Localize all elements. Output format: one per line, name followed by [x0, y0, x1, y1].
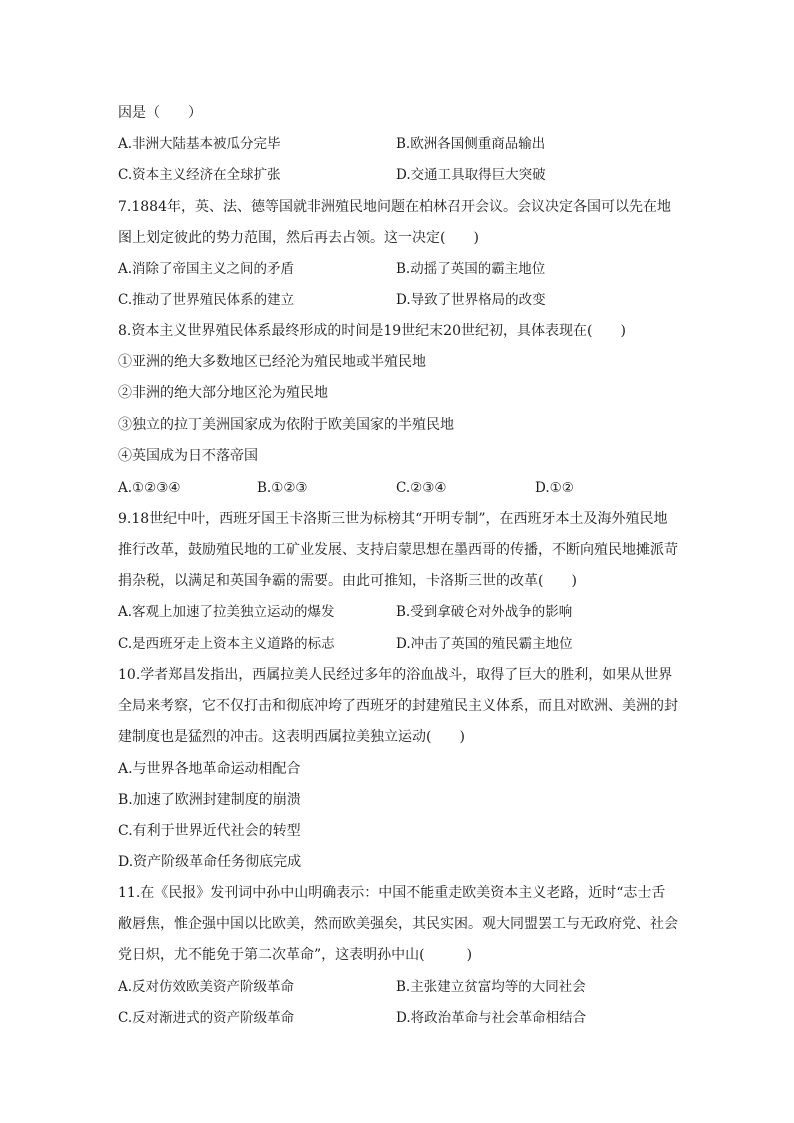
q8-option-a: A.①②③④: [118, 480, 181, 496]
q10-option-a: A.与世界各地革命运动相配合: [118, 761, 301, 777]
q11-option-a: A.反对仿效欧美资产阶级革命: [118, 979, 295, 995]
q6-option-a: A.非洲大陆基本被瓜分完毕: [118, 136, 281, 152]
q8-stem-line-1: 8.资本主义世界殖民体系最终形成的时间是19世纪末20世纪初，具体表现在( ): [118, 323, 626, 339]
q7-stem-line-1: 7.1884年，英、法、德等国就非洲殖民地问题在柏林召开会议。会议决定各国可以先在地: [118, 199, 671, 215]
q8-item-4: ④英国成为日不落帝国: [118, 448, 258, 464]
q10-option-d: D.资产阶级革命任务彻底完成: [118, 854, 302, 870]
q7-option-d: D.导致了世界格局的改变: [396, 292, 546, 308]
q9-stem-line-3: 捐杂税，以满足和英国争霸的需要。由此可推知，卡洛斯三世的改革( ): [118, 573, 577, 589]
q11-stem-line-2: 敝唇焦，惟企强中国以比欧美，然而欧美强矣，其民实困。观大同盟罢工与无政府党、社会: [118, 916, 678, 932]
q8-item-2: ②非洲的绝大部分地区沦为殖民地: [118, 385, 328, 401]
q7-option-a: A.消除了帝国主义之间的矛盾: [118, 261, 295, 277]
q8-option-d: D.①②: [535, 480, 574, 496]
q9-option-a: A.客观上加速了拉美独立运动的爆发: [118, 604, 335, 620]
q8-item-3: ③独立的拉丁美洲国家成为依附于欧美国家的半殖民地: [118, 417, 454, 433]
q10-stem-line-3: 建制度也是猛烈的冲击。这表明西属拉美独立运动( ): [118, 729, 465, 745]
q8-item-1: ①亚洲的绝大多数地区已经沦为殖民地或半殖民地: [118, 354, 426, 370]
q8-option-c: C.②③④: [396, 480, 447, 496]
q6-option-c: C.资本主义经济在全球扩张: [118, 167, 281, 183]
q11-stem-line-3: 党日炽，尤不能免于第二次革命”，这表明孙中山( ): [118, 947, 473, 963]
q10-option-c: C.有利于世界近代社会的转型: [118, 823, 301, 839]
q9-stem-line-2: 推行改革，鼓励殖民地的工矿业发展、支持启蒙思想在墨西哥的传播，不断向殖民地摊派苛: [118, 542, 678, 558]
q9-stem-line-1: 9.18世纪中叶，西班牙国王卡洛斯三世为标榜其“开明专制”，在西班牙本土及海外殖民地: [118, 511, 668, 527]
q11-option-d: D.将政治革命与社会革命相结合: [396, 1010, 587, 1026]
q7-option-c: C.推动了世界殖民体系的建立: [118, 292, 295, 308]
q9-option-d: D.冲击了英国的殖民霸主地位: [396, 636, 573, 652]
q10-stem-line-2: 全局来考察，它不仅打击和彻底冲垮了西班牙的封建殖民主义体系，而且对欧洲、美洲的封: [118, 698, 678, 714]
q7-stem-line-2: 图上划定彼此的势力范围，然后再去占领。这一决定( ): [118, 230, 479, 246]
q8-option-b: B.①②③: [257, 480, 308, 496]
q11-option-b: B.主张建立贫富均等的大同社会: [396, 979, 586, 995]
q6-stem-tail: 因是（ ）: [118, 105, 202, 121]
q7-option-b: B.动摇了英国的霸主地位: [396, 261, 546, 277]
q10-stem-line-1: 10.学者郑昌发指出，西属拉美人民经过多年的浴血战斗，取得了巨大的胜利，如果从世界: [118, 667, 673, 683]
q9-option-c: C.是西班牙走上资本主义道路的标志: [118, 636, 335, 652]
q9-option-b: B.受到拿破仑对外战争的影响: [396, 604, 573, 620]
q6-option-b: B.欧洲各国侧重商品输出: [396, 136, 546, 152]
q10-option-b: B.加速了欧洲封建制度的崩溃: [118, 792, 301, 808]
q11-option-c: C.反对渐进式的资产阶级革命: [118, 1010, 295, 1026]
q11-stem-line-1: 11.在《民报》发刊词中孙中山明确表示：中国不能重走欧美资本主义老路，近时“志士舌: [118, 885, 666, 901]
q6-option-d: D.交通工具取得巨大突破: [396, 167, 546, 183]
